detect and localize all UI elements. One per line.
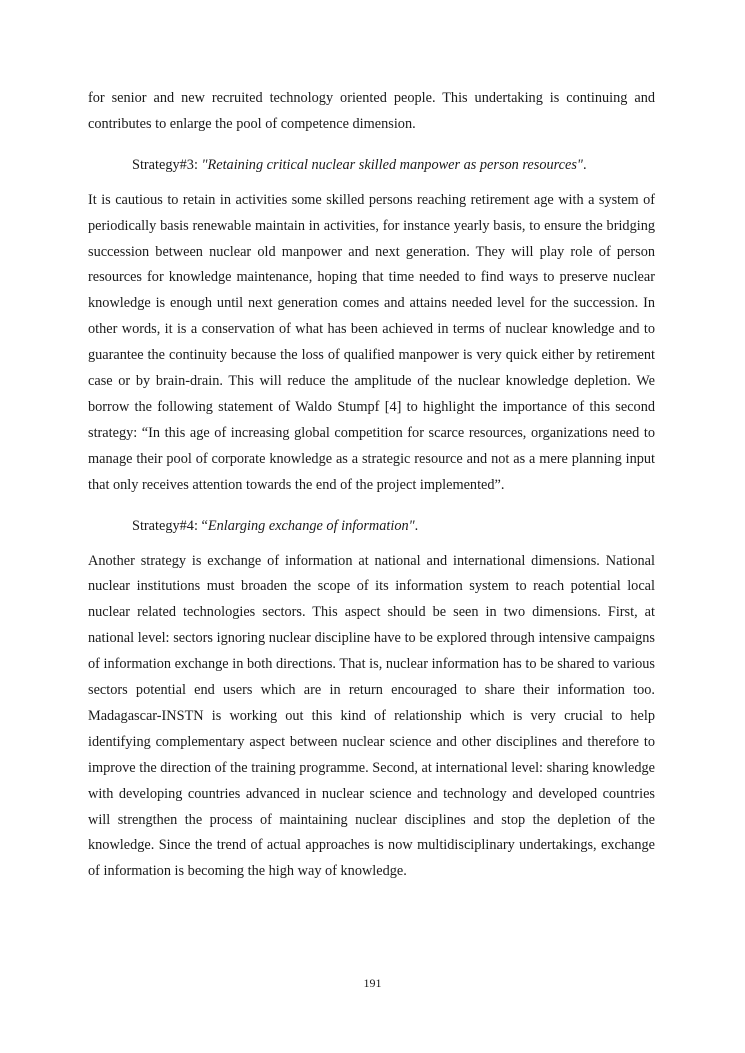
strategy-3-heading	[88, 153, 655, 179]
strategy-4-heading	[88, 514, 655, 540]
strategy-4-title: Enlarging exchange of information"	[207, 517, 415, 534]
strategy-3-end: .	[582, 156, 587, 173]
strategy-4-body: Another strategy is exchange of information at national and international dimensions. National nuclear institutions must broaden the scope of its information system to reach potential local nuclear related technologies sectors. This aspect should be seen in two dimensions. First, at national level: sectors ignoring nuclear discipline have to be explored through intensive campaigns of information exchange in both directions. That is, nuclear information has to be shared to various sectors potential end users which are in return encouraged to share their information too. Madagascar-INSTN is working out this kind of relationship which is very crucial to help identifying complementary aspect between nuclear science and other disciplines and therefore to improve the direction of the training programme. Second, at international level: sharing knowledge with developing countries advanced in nuclear science and technology and developed countries will strengthen the process of maintaining nuclear disciplines and stop the depletion of the knowledge. Since the trend of actual approaches is now multidisciplinary undertakings, exchange of information is becoming the high way of knowledge.	[88, 552, 655, 880]
page-number: 191	[363, 976, 382, 990]
page-body	[88, 86, 655, 885]
strategy-3-title: "Retaining critical nuclear skilled manpower as person resources"	[201, 156, 583, 173]
paragraph-continuation: for senior and new recruited technology oriented people. This undertaking is continuing and contributes to enlarge the pool of competence dimension.	[88, 90, 655, 132]
strategy-4-end: .	[414, 517, 419, 534]
strategy-3-body: It is cautious to retain in activities some skilled persons reaching retirement age with a system of periodically basis renewable maintain in activities, for instance yearly basis, to ensure the bridging succession between nuclear old manpower and next generation. They will play role of person resources for knowledge maintenance, hoping that time needed to find ways to preserve nuclear knowledge is enough until next generation comes and attains needed level for the succession. In other words, it is a conservation of what has been achieved in terms of nuclear knowledge and to guarantee the continuity because the loss of qualified manpower is very quick either by retirement case or by brain-drain. This will reduce the amplitude of the nuclear knowledge depletion. We borrow the following statement of Waldo Stumpf [4] to highlight the importance of this second strategy: “In this age of increasing global competition for scarce resources, organizations need to manage their pool of corporate knowledge as a strategic resource and not as a mere planning input that only receives attention towards the end of the project implemented”.	[88, 191, 655, 493]
strategy-4-label: Strategy#4: “	[132, 517, 208, 534]
strategy-3-label: Strategy#3:	[132, 156, 202, 173]
